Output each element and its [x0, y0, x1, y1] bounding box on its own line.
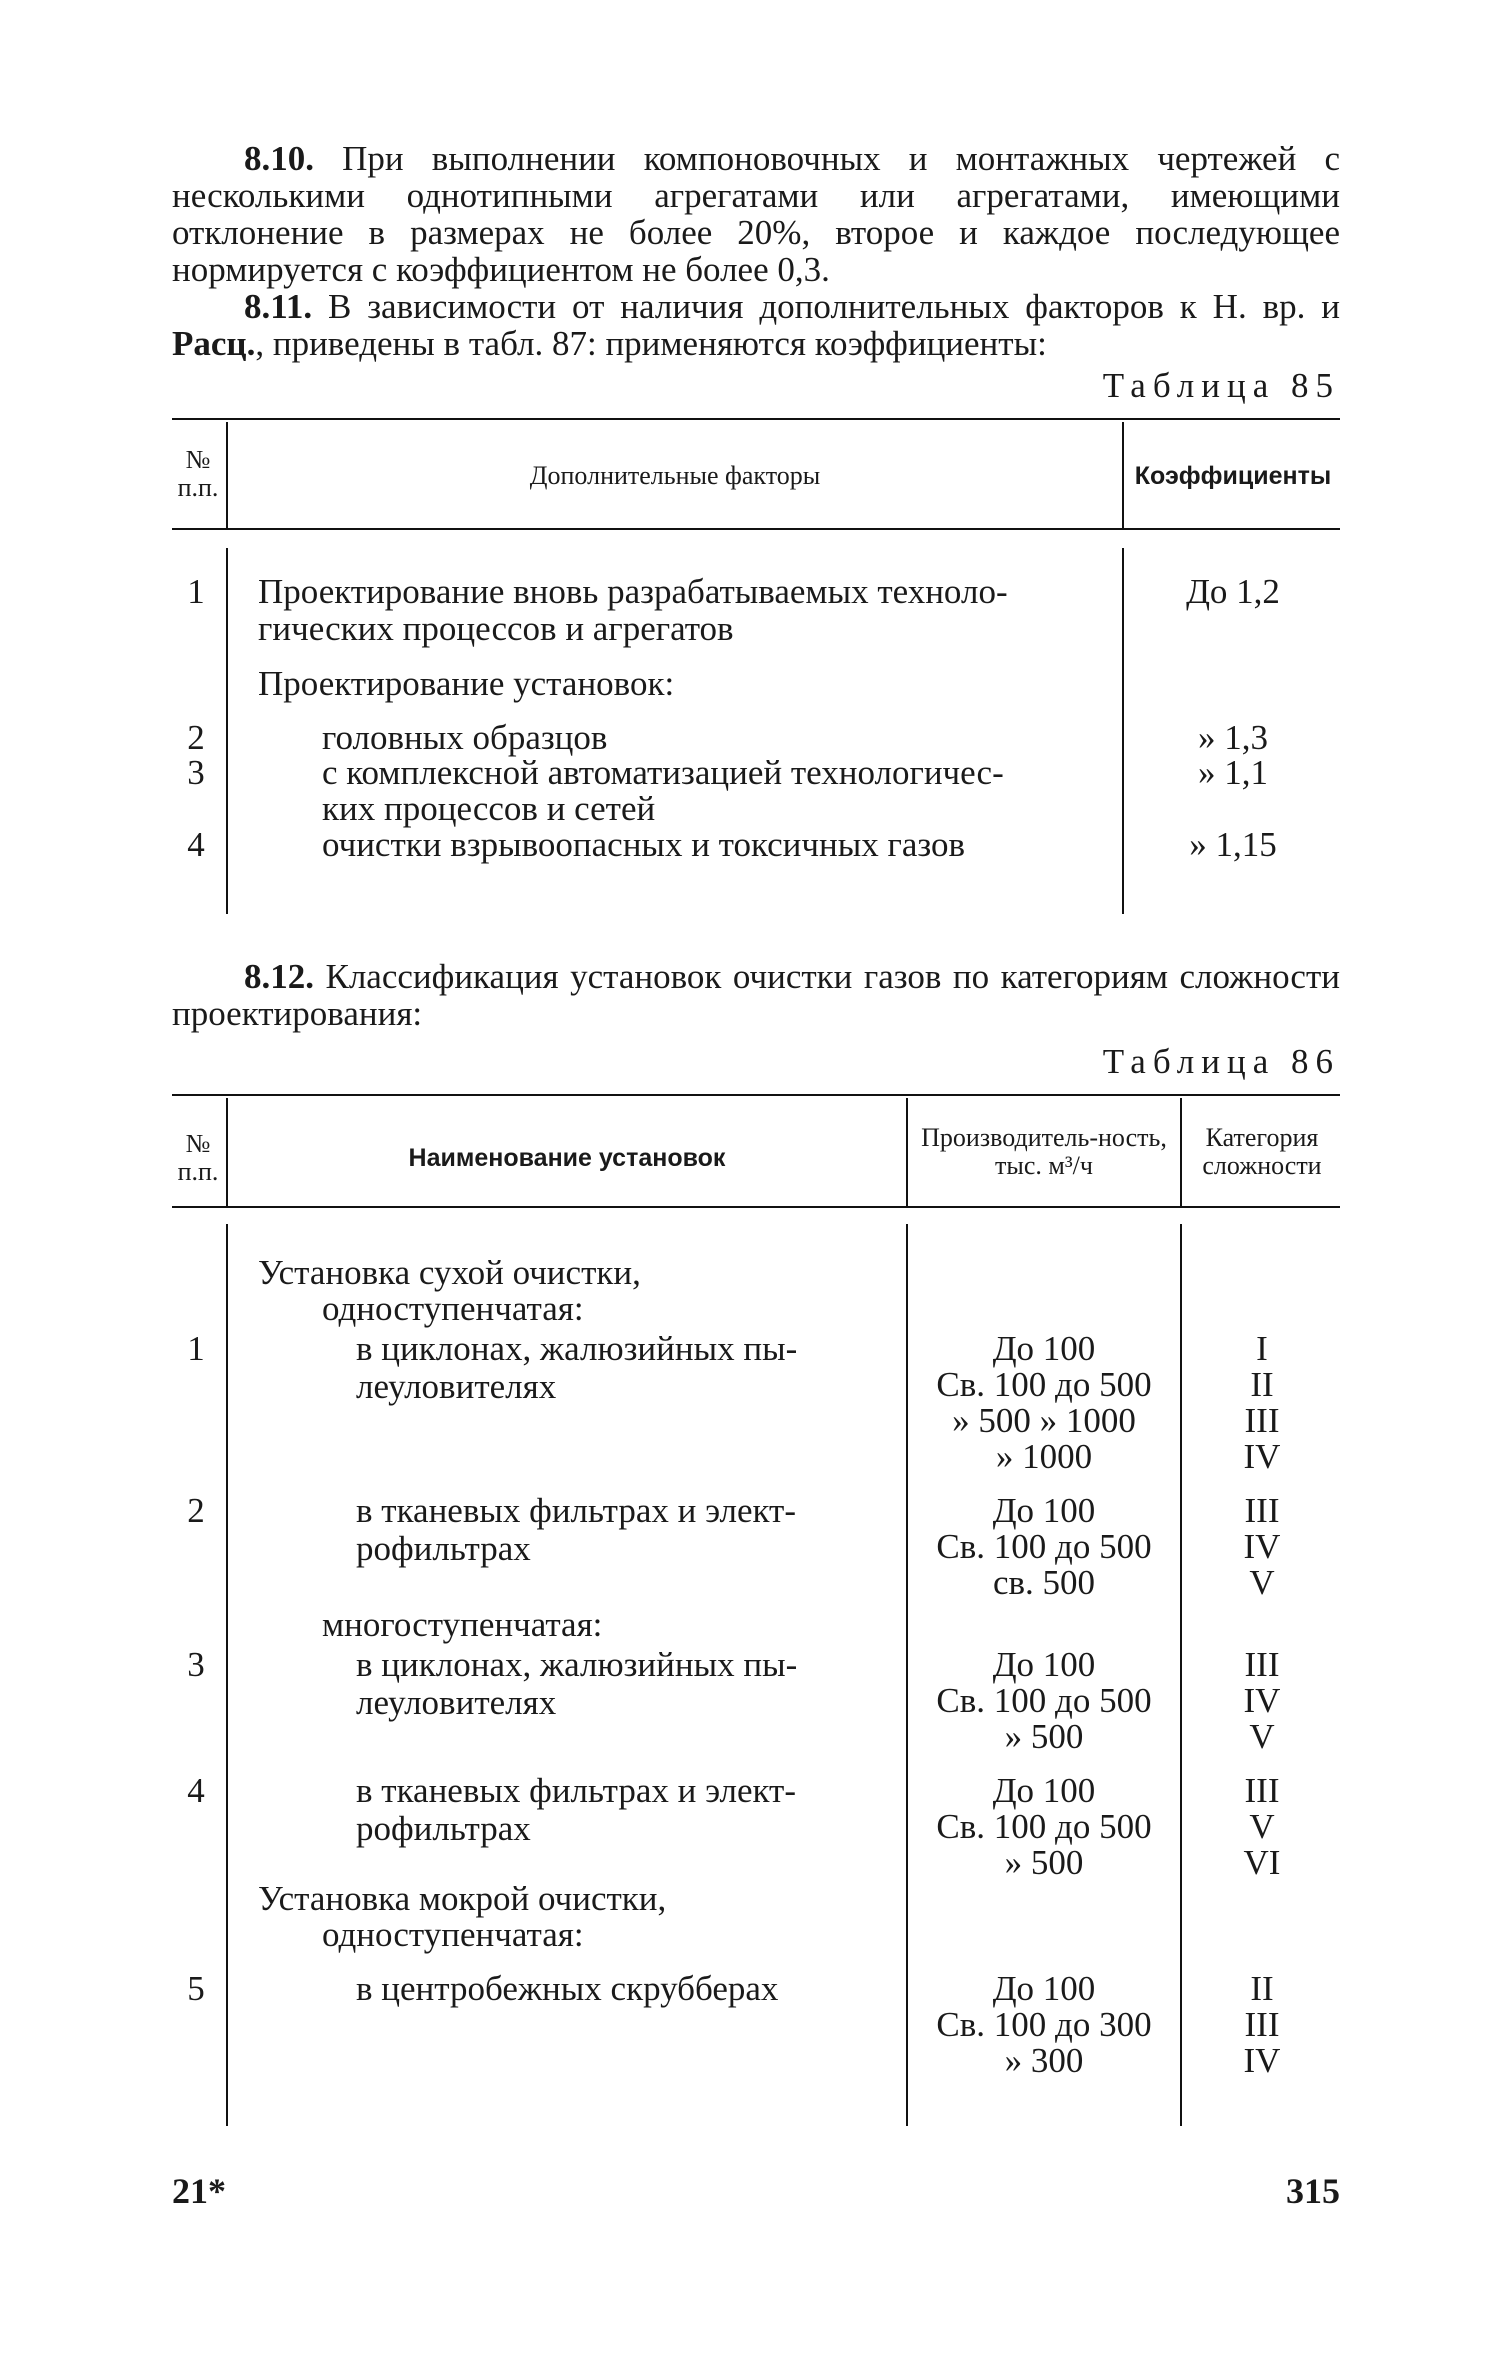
signature-mark: 21* [172, 2171, 226, 2211]
row-num: 2 [187, 1491, 205, 1530]
paragraph-text-end: , приведены в табл. 87: применяются коэффициенты: [255, 324, 1047, 363]
row-productivity: До 100 [992, 1491, 1096, 1530]
table85-caption: Таблица 85 [1102, 366, 1340, 405]
row-category: III [1244, 1771, 1280, 1810]
row-category: IV [1243, 1681, 1281, 1720]
row-productivity: До 100 [992, 1771, 1096, 1810]
column-rule [226, 422, 228, 528]
row-text: очистки взрывоопасных и токсичных газов [322, 825, 966, 864]
table-rule [172, 1094, 1340, 1096]
row-num: 2 [187, 718, 205, 757]
row-productivity: Св. 100 до 500 [936, 1527, 1152, 1566]
row-name: в центробежных скрубберах [356, 1969, 779, 2008]
row-category: II [1250, 1969, 1274, 2008]
row-name: рофильтрах [356, 1529, 531, 1568]
row-name: в тканевых фильтрах и элект- [356, 1771, 797, 1810]
page-number: 315 [1286, 2171, 1340, 2211]
header-num: № п.п. [177, 1129, 219, 1186]
row-num: 5 [187, 1969, 205, 2008]
row-category: IV [1243, 2041, 1281, 2080]
column-rule [226, 1224, 228, 2126]
row-name: в циклонах, жалюзийных пы- [356, 1329, 798, 1368]
paragraph-number: 8.10. [244, 139, 314, 178]
row-category: II [1250, 1365, 1274, 1404]
row-text: Проектирование вновь разрабатываемых техноло- [258, 572, 1008, 611]
table86-caption: Таблица 86 [1102, 1042, 1340, 1081]
row-num: 3 [187, 1645, 205, 1684]
row-category: VI [1243, 1843, 1281, 1882]
row-productivity: Св. 100 до 500 [936, 1365, 1152, 1404]
column-rule [1180, 1098, 1182, 1206]
paragraph-text: При выполнении компоновочных и монтажных чертежей с несколькими однотипными агрегатами или агрегатами, имеющими отклонение в размерах не более 20%, второе и каждое последующее нормируется с коэффициентом не более 0,3. [172, 139, 1341, 289]
column-rule [1122, 422, 1124, 528]
row-productivity: Св. 100 до 300 [936, 2005, 1152, 2044]
row-text: головных образцов [322, 718, 608, 757]
row-text: гических процессов и агрегатов [258, 609, 734, 648]
row-category: IV [1243, 1437, 1281, 1476]
paragraph-text: В зависимости от наличия дополнительных факторов к Н. вр. и [327, 287, 1340, 326]
group-heading: Установка сухой очистки, [258, 1253, 641, 1292]
row-coef: » 1,1 [1198, 753, 1268, 792]
row-num: 4 [187, 1771, 205, 1810]
row-name: в циклонах, жалюзийных пы- [356, 1645, 798, 1684]
row-productivity: До 100 [992, 1969, 1096, 2008]
column-rule [906, 1224, 908, 2126]
column-rule [1180, 1224, 1182, 2126]
paragraph-8-10 [172, 140, 1340, 288]
row-productivity: До 100 [992, 1329, 1096, 1368]
row-name: рофильтрах [356, 1809, 531, 1848]
row-num: 1 [187, 572, 205, 611]
row-num: 3 [187, 753, 205, 792]
row-group-heading: Проектирование установок: [258, 664, 675, 703]
group-subheading: одноступенчатая: [322, 1289, 584, 1328]
column-rule [226, 1098, 228, 1206]
column-rule [906, 1098, 908, 1206]
row-text: ких процессов и сетей [322, 789, 656, 828]
table-rule [172, 418, 1340, 420]
row-category: III [1244, 1491, 1280, 1530]
row-coef: До 1,2 [1186, 572, 1280, 611]
row-coef: » 1,3 [1198, 718, 1268, 757]
paragraph-number: 8.12. [244, 957, 314, 996]
header-factor: Дополнительные факторы [529, 461, 821, 490]
column-rule [1122, 548, 1124, 914]
row-productivity: Св. 100 до 500 [936, 1681, 1152, 1720]
row-category: V [1249, 1807, 1275, 1846]
row-productivity: » 500 » 1000 [952, 1401, 1136, 1440]
row-productivity: Св. 100 до 500 [936, 1807, 1152, 1846]
row-category: IV [1243, 1527, 1281, 1566]
row-category: III [1244, 1401, 1280, 1440]
row-category: I [1256, 1329, 1268, 1368]
paragraph-8-11 [172, 288, 1340, 362]
row-category: III [1244, 2005, 1280, 2044]
row-productivity: » 500 [1004, 1717, 1084, 1756]
row-name: в тканевых фильтрах и элект- [356, 1491, 797, 1530]
paragraph-8-12 [172, 958, 1340, 1032]
row-name: леуловителях [356, 1367, 557, 1406]
header-name: Наименование установок [408, 1144, 726, 1172]
row-text: с комплексной автоматизацией технологичес- [322, 753, 1004, 792]
row-name: леуловителях [356, 1683, 557, 1722]
table-rule [172, 1206, 1340, 1208]
row-category: V [1249, 1717, 1275, 1756]
row-productivity: До 100 [992, 1645, 1096, 1684]
group-subheading: многоступенчатая: [322, 1605, 603, 1644]
row-num: 4 [187, 825, 205, 864]
row-coef: » 1,15 [1189, 825, 1277, 864]
row-productivity: » 1000 [995, 1437, 1093, 1476]
row-productivity: св. 500 [992, 1563, 1096, 1602]
row-productivity: » 300 [1004, 2041, 1084, 2080]
header-coef: Коэффициенты [1134, 462, 1332, 490]
header-num: № п.п. [177, 445, 219, 502]
header-productivity: Производитель-ность, тыс. м³/ч [921, 1123, 1167, 1180]
row-productivity: » 500 [1004, 1843, 1084, 1882]
row-category: V [1249, 1563, 1275, 1602]
paragraph-bold-word: Расц. [172, 324, 256, 363]
paragraph-number: 8.11. [244, 287, 313, 326]
paragraph-text: Классификация установок очистки газов по категориям сложности проектирования: [172, 957, 1340, 1033]
row-num: 1 [187, 1329, 205, 1368]
column-rule [226, 548, 228, 914]
table-rule [172, 528, 1340, 530]
group-heading: Установка мокрой очистки, [258, 1879, 667, 1918]
group-subheading: одноступенчатая: [322, 1915, 584, 1954]
row-category: III [1244, 1645, 1280, 1684]
header-category: Категория сложности [1202, 1123, 1322, 1180]
